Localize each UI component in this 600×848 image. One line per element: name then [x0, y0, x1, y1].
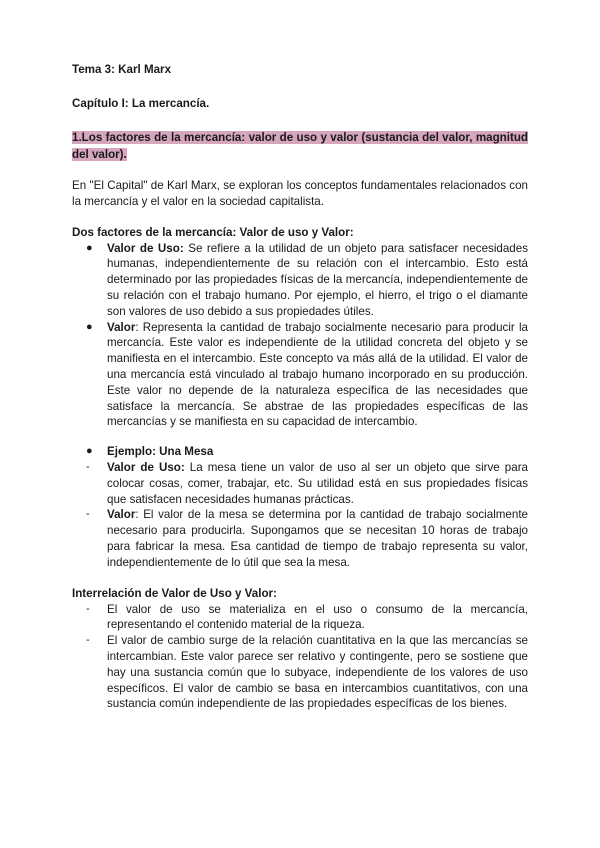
- interrelation-heading: Interrelación de Valor de Uso y Valor:: [72, 586, 277, 600]
- item-text: El valor de cambio surge de la relación cuantitativa en la que las mercancías se intercambian. Este valor parece ser relativo y contingente, pero se sostiene que hay una sustancia común que lo subyace, independiente de los valores de uso específicos. El valor de cambio se basa en intercambios cuantitativos, con una sustancia común independiente de las propiedades específicas de los bienes.: [107, 634, 528, 711]
- item-text: Se refiere a la utilidad de un objeto para satisfacer necesidades humanas, independientemente de su relación con el intercambio. Esto está determinado por las propiedades físicas de la mercancía, independientemente de su relación con el trabajo humano. Por ejemplo, el hierro, el trigo o el diamante son valores de uso debido a sus propiedades útiles.: [107, 241, 528, 318]
- dash-icon: -: [86, 460, 90, 473]
- item-text: El valor de uso se materializa en el uso o consumo de la mercancía, representando el contenido material de la riqueza.: [107, 602, 528, 632]
- document-page: [72, 62, 528, 712]
- dash-icon: -: [86, 508, 90, 521]
- item-text: : El valor de la mesa se determina por la cantidad de trabajo socialmente necesario para producirla. Supongamos que se necesitan 10 horas de trabajo para fabricar la mesa. Esa cantidad de tiempo de trabajo representa su valor, independientemente de lo útil que sea la mesa.: [107, 508, 528, 569]
- list-item: [86, 633, 528, 712]
- factors-heading: Dos factores de la mercancía: Valor de uso y Valor:: [72, 225, 354, 239]
- list-item: [86, 241, 528, 320]
- bullet-icon: ●: [86, 320, 93, 333]
- item-text: La mesa tiene un valor de uso al ser un objeto que sirve para colocar cosas, comer, trabajar, etc. Su utilidad está en sus propiedades físicas que satisfacen necesidades humanas prácticas.: [107, 460, 528, 506]
- list-item: [86, 602, 528, 634]
- term-label: Valor: [107, 508, 136, 522]
- section-heading-highlight: 1.Los factores de la mercancía: valor de uso y valor (sustancia del valor, magnitud del valor).: [72, 131, 528, 161]
- example-list: [72, 444, 528, 570]
- document-title: Tema 3: Karl Marx: [72, 63, 172, 76]
- section-heading: [72, 130, 528, 163]
- dash-icon: -: [86, 602, 90, 615]
- list-item: [86, 444, 528, 460]
- term-label: Valor: [107, 320, 136, 334]
- term-label: Valor de Uso:: [107, 460, 185, 474]
- list-item: [86, 320, 528, 431]
- list-item: [86, 460, 528, 507]
- item-text: : Representa la cantidad de trabajo socialmente necesario para producir la mercancía. Este valor es independiente de la utilidad concreta del objeto y se manifiesta en el intercambio. Este concepto va más allá de la utilidad. El valor de una mercancía está vinculado al trabajo humano incorporado en su producción. Este valor no depende de la naturaleza específica de las necesidades que satisface la mercancía. Se abstrae de las propiedades específicas de las mercancías y se manifiesta en su capacidad de intercambio.: [107, 320, 528, 429]
- bullet-icon: ●: [86, 445, 93, 458]
- intro-paragraph: En "El Capital" de Karl Marx, se exploran los conceptos fundamentales relacionados con la mercancía y el valor en la sociedad capitalista.: [72, 179, 528, 208]
- dash-icon: -: [86, 634, 90, 647]
- term-label: Valor de Uso:: [107, 241, 184, 255]
- bullet-icon: ●: [86, 241, 93, 254]
- chapter-heading: Capítulo I: La mercancía.: [72, 97, 210, 110]
- factors-list: [72, 241, 528, 431]
- interrelation-list: [72, 602, 528, 713]
- list-item: [86, 507, 528, 570]
- example-title: Ejemplo: Una Mesa: [107, 445, 214, 459]
